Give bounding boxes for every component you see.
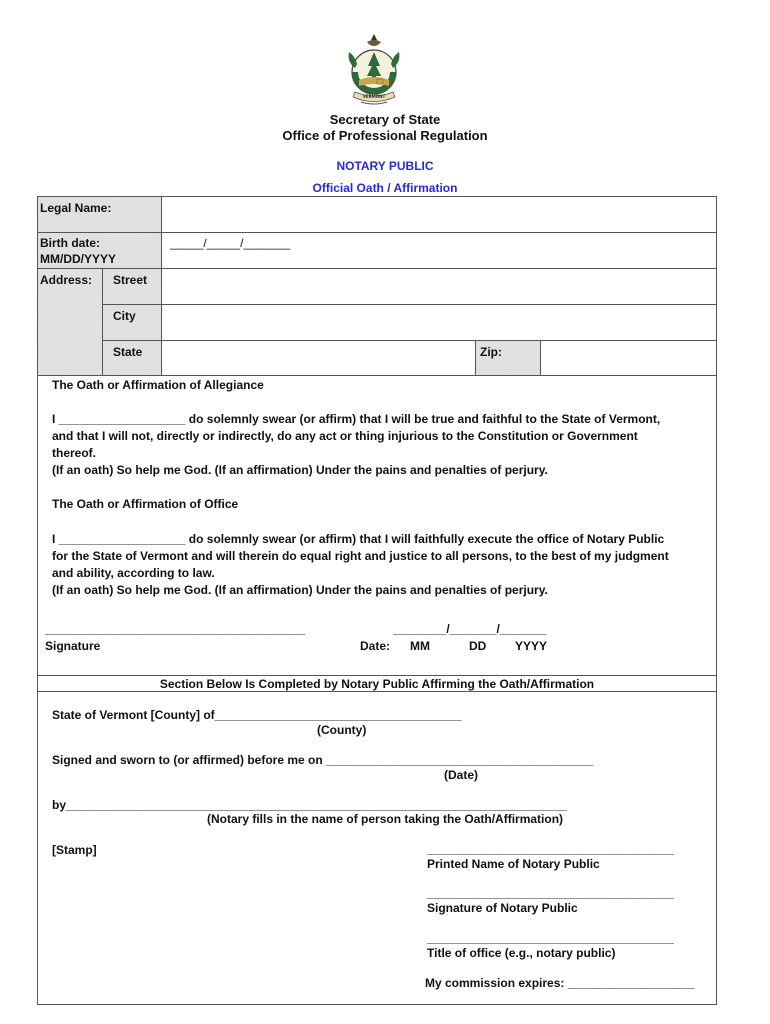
- oath-date-dd: DD: [469, 639, 487, 653]
- allegiance-line-1: I ___________________ do solemnly swear (or affirm) that I will be true and faithful to the State of Vermont,: [52, 412, 661, 426]
- signature-label: Signature: [45, 639, 101, 653]
- county-line[interactable]: State of Vermont [County] of_____________________________________: [52, 708, 462, 722]
- county-label: (County): [317, 723, 367, 737]
- birth-date-value: _____/_____/_______: [170, 236, 291, 250]
- city-label: City: [113, 309, 136, 323]
- legal-name-label: Legal Name:: [40, 201, 112, 215]
- notary-section-title: Section Below Is Completed by Notary Public Affirming the Oath/Affirmation: [159, 677, 595, 691]
- office-line-2: for the State of Vermont and will therein do equal right and justice to all persons, to the best of my judgment: [52, 549, 669, 563]
- allegiance-line-2: and that I will not, directly or indirectly, do any act or thing injurious to the Constitution or Government: [52, 429, 638, 443]
- oath-date-mm: MM: [410, 639, 430, 653]
- form-title: NOTARY PUBLIC: [336, 159, 434, 173]
- oath-date-label: Date:: [360, 639, 391, 653]
- printed-name-label: Printed Name of Notary Public: [427, 857, 600, 871]
- printed-name-line[interactable]: _____________________________________: [427, 842, 674, 856]
- form-subtitle: Official Oath / Affirmation: [312, 181, 458, 195]
- sworn-date-line[interactable]: Signed and sworn to (or affirmed) before me on ________________________________________: [52, 753, 593, 767]
- office-title: The Oath or Affirmation of Office: [52, 497, 239, 511]
- office-line-3: and ability, according to law.: [52, 566, 215, 580]
- city-field[interactable]: [161, 304, 717, 341]
- address-label: Address:: [40, 273, 93, 287]
- allegiance-line-4: (If an oath) So help me God. (If an affirmation) Under the pains and penalties of perjury.: [52, 463, 548, 477]
- signature-line[interactable]: _______________________________________: [45, 622, 306, 636]
- allegiance-line-3: thereof.: [52, 446, 97, 460]
- street-field[interactable]: [161, 268, 717, 305]
- allegiance-title: The Oath or Affirmation of Allegiance: [52, 378, 264, 392]
- office-line-1: I ___________________ do solemnly swear (or affirm) that I will faithfully execute the office of Notary Public: [52, 532, 665, 546]
- agency-subtitle: Office of Professional Regulation: [282, 128, 488, 143]
- state-label: State: [113, 345, 143, 359]
- state-field[interactable]: [161, 340, 476, 376]
- notary-signature-label: Signature of Notary Public: [427, 901, 578, 915]
- title-of-office-line[interactable]: _____________________________________: [427, 931, 674, 945]
- title-of-office-label: Title of office (e.g., notary public): [427, 946, 616, 960]
- oath-date-yyyy: YYYY: [515, 639, 548, 653]
- sworn-date-label: (Date): [444, 768, 479, 782]
- birth-date-format-label: MM/DD/YYYY: [40, 252, 117, 266]
- vermont-state-seal: [341, 32, 407, 108]
- by-label: (Notary fills in the name of person taking the Oath/Affirmation): [207, 812, 564, 826]
- notary-signature-line[interactable]: _____________________________________: [427, 886, 674, 900]
- agency-title: Secretary of State: [329, 112, 441, 127]
- legal-name-field[interactable]: [161, 196, 717, 233]
- svg-text:VERMONT: VERMONT: [362, 94, 386, 99]
- zip-label: Zip:: [480, 345, 502, 359]
- stamp-label: [Stamp]: [52, 843, 97, 857]
- street-label: Street: [113, 273, 148, 287]
- office-line-4: (If an oath) So help me God. (If an affirmation) Under the pains and penalties of perjury.: [52, 583, 548, 597]
- notary-section-header: [37, 675, 717, 692]
- by-line[interactable]: by___________________________________________________________________________: [52, 798, 567, 812]
- zip-field[interactable]: [540, 340, 717, 376]
- birth-date-label: Birth date:: [40, 236, 100, 250]
- oath-date-line[interactable]: ________/_______/_______: [393, 622, 547, 636]
- commission-expires[interactable]: My commission expires: ___________________: [425, 976, 695, 990]
